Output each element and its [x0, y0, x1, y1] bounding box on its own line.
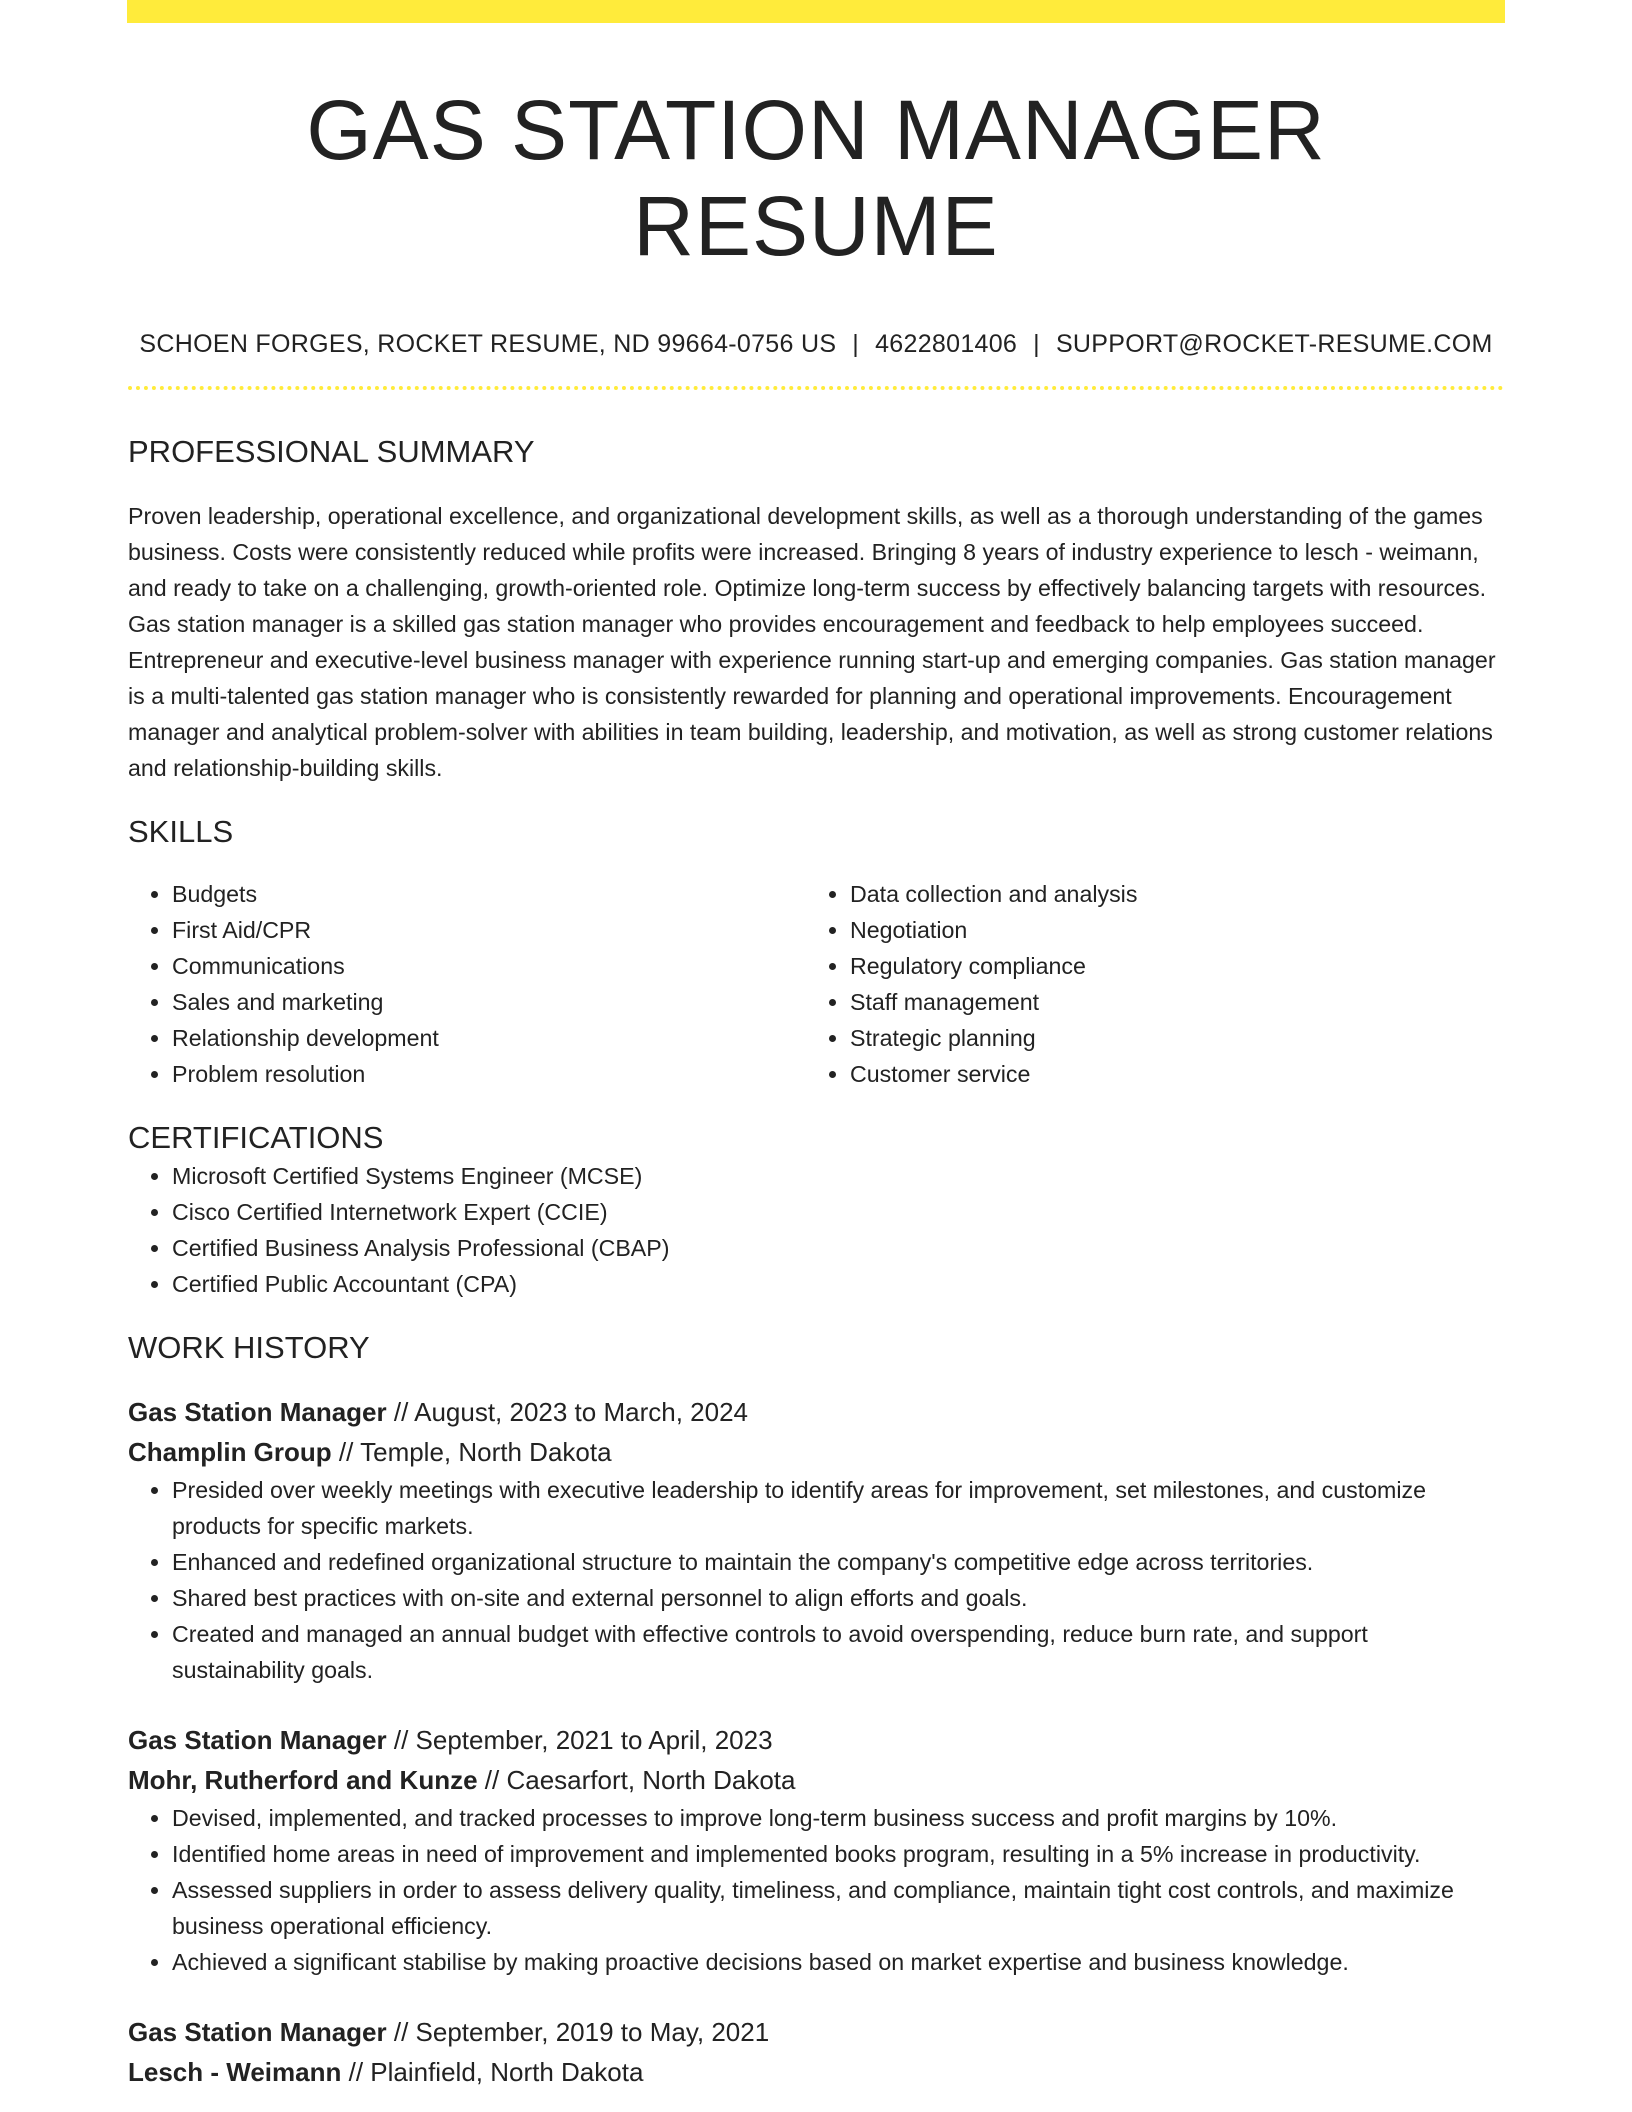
skill-item: • Relationship development: [172, 1020, 806, 1056]
job-company-line: [128, 1432, 1504, 1472]
skill-item: • Strategic planning: [850, 1020, 1484, 1056]
contact-phone: 4622801406: [875, 330, 1018, 358]
skill-item: • Communications: [172, 948, 806, 984]
contact-line: [128, 328, 1504, 360]
certifications-heading: CERTIFICATIONS: [128, 1120, 384, 1155]
job-company: Mohr, Rutherford and Kunze: [128, 1765, 478, 1795]
job-duty: • Devised, implemented, and tracked processes to improve long-term business success and profit margins by 10%.: [172, 1800, 1504, 1836]
job-title-line: [128, 2012, 1504, 2052]
resume-content: [128, 0, 1504, 2092]
certification-item: • Cisco Certified Internetwork Expert (CCIE): [172, 1194, 1504, 1230]
dotted-divider: [128, 386, 1504, 390]
certifications-list: [128, 1158, 1504, 1302]
contact-separator: |: [1033, 330, 1040, 358]
job-duties-list: [128, 1472, 1504, 1688]
certification-item: • Certified Public Accountant (CPA): [172, 1266, 1504, 1302]
job-duty: • Achieved a significant stabilise by making proactive decisions based on market expertise and business knowledge.: [172, 1944, 1504, 1980]
certification-item: • Certified Business Analysis Professional (CBAP): [172, 1230, 1504, 1266]
job-entry: [128, 1720, 1504, 1980]
contact-address: SCHOEN FORGES, ROCKET RESUME, ND 99664-0756 US: [139, 330, 837, 358]
skill-item: • Budgets: [172, 876, 806, 912]
job-title: Gas Station Manager: [128, 2017, 387, 2047]
job-company: Lesch - Weimann: [128, 2057, 342, 2087]
skill-item: • Sales and marketing: [172, 984, 806, 1020]
job-company: Champlin Group: [128, 1437, 332, 1467]
skill-item: • Regulatory compliance: [850, 948, 1484, 984]
job-dates: // August, 2023 to March, 2024: [393, 1397, 748, 1427]
contact-email: SUPPORT@ROCKET-RESUME.COM: [1055, 330, 1493, 358]
skills-heading: SKILLS: [128, 814, 234, 849]
job-duty: • Assessed suppliers in order to assess delivery quality, timeliness, and compliance, maintain tight cost controls, and maximize business operational efficiency.: [172, 1872, 1504, 1944]
skill-item: • Negotiation: [850, 912, 1484, 948]
job-duty: • Identified home areas in need of improvement and implemented books program, resulting in a 5% increase in productivity.: [172, 1836, 1504, 1872]
job-location: // Plainfield, North Dakota: [348, 2057, 644, 2087]
skills-column-right: [806, 876, 1484, 1092]
job-duty: • Enhanced and redefined organizational structure to maintain the company's competitive edge across territories.: [172, 1544, 1504, 1580]
job-entry: [128, 1392, 1504, 1688]
job-company-line: [128, 2052, 1504, 2092]
job-dates: // September, 2021 to April, 2023: [393, 1725, 773, 1755]
work-history-heading: WORK HISTORY: [128, 1330, 370, 1365]
job-location: // Caesarfort, North Dakota: [484, 1765, 796, 1795]
job-duty: • Presided over weekly meetings with executive leadership to identify areas for improvement, set milestones, and customize products for specific markets.: [172, 1472, 1504, 1544]
skill-item: • First Aid/CPR: [172, 912, 806, 948]
job-title: Gas Station Manager: [128, 1397, 387, 1427]
page-title: GAS STATION MANAGER RESUME: [306, 83, 1326, 273]
job-duty: • Created and managed an annual budget with effective controls to avoid overspending, reduce burn rate, and support sustainability goals.: [172, 1616, 1504, 1688]
job-title: Gas Station Manager: [128, 1725, 387, 1755]
skills-column-left: [128, 876, 806, 1092]
skill-item: • Customer service: [850, 1056, 1484, 1092]
job-duties-list: [128, 1800, 1504, 1980]
job-title-line: [128, 1392, 1504, 1432]
job-company-line: [128, 1760, 1504, 1800]
job-dates: // September, 2019 to May, 2021: [393, 2017, 770, 2047]
skill-item: • Problem resolution: [172, 1056, 806, 1092]
summary-heading: PROFESSIONAL SUMMARY: [128, 434, 535, 469]
contact-separator: |: [852, 330, 860, 358]
job-location: // Temple, North Dakota: [338, 1437, 612, 1467]
skills-list: [128, 876, 1504, 1092]
job-duty: • Shared best practices with on-site and external personnel to align efforts and goals.: [172, 1580, 1504, 1616]
skill-item: • Data collection and analysis: [850, 876, 1484, 912]
skill-item: • Staff management: [850, 984, 1484, 1020]
summary-text: Proven leadership, operational excellence, and organizational development skills, as well as a thorough understanding of the games business. Costs were consistently reduced while profits were increased. Bringing 8 years of industry experience to lesch - weimann, and ready to take on a challenging, growth-oriented role. Optimize long-term success by effectively balancing targets with resources. Gas station manager is a skilled gas station manager who provides encouragement and feedback to help employees succeed. Entrepreneur and executive-level business manager with experience running start-up and emerging companies. Gas station manager is a multi-talented gas station manager who is consistently rewarded for planning and operational improvements. Encouragement manager and analytical problem-solver with abilities in team building, leadership, and motivation, as well as strong customer relations and relationship-building skills.: [128, 503, 1496, 781]
job-title-line: [128, 1720, 1504, 1760]
job-entry: [128, 2012, 1504, 2092]
certification-item: • Microsoft Certified Systems Engineer (MCSE): [172, 1158, 1504, 1194]
